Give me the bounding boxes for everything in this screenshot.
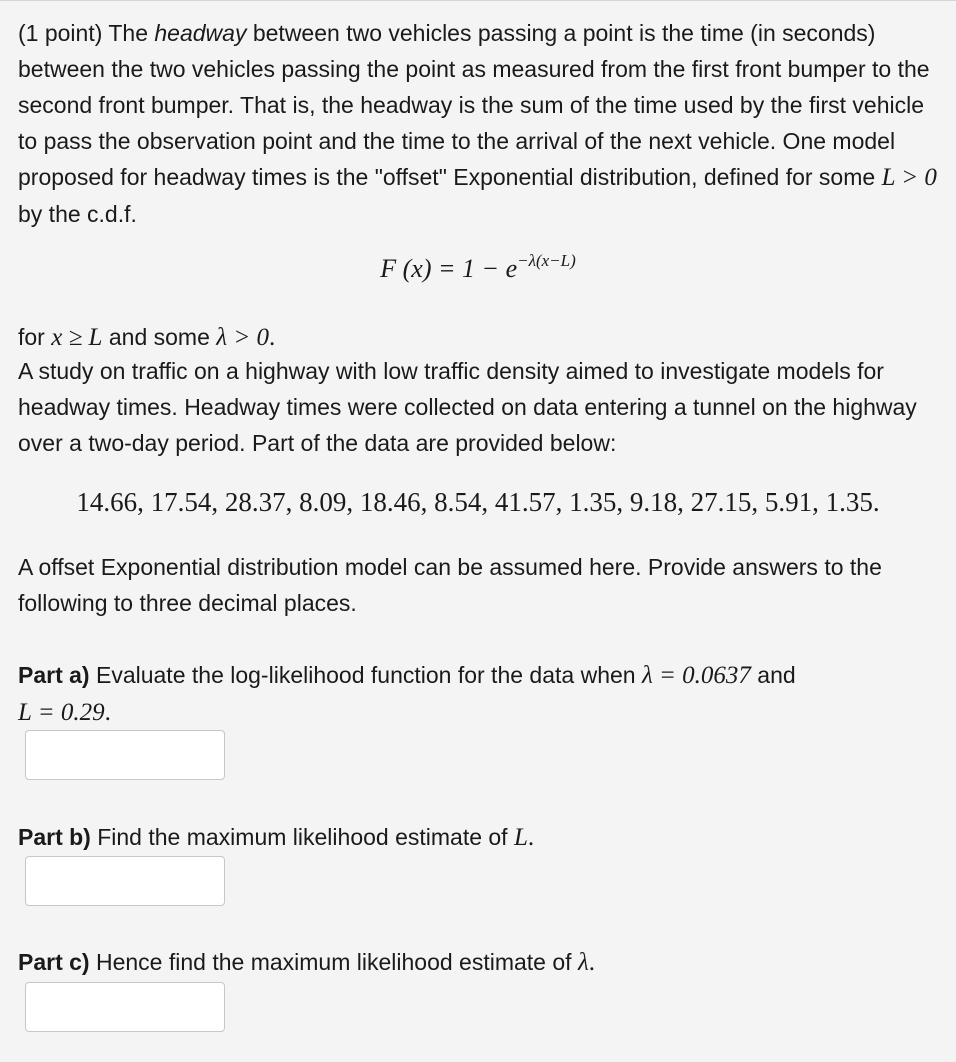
problem-intro <box>18 15 938 232</box>
part-b-label: Part b) <box>18 824 91 850</box>
part-b-answer-input[interactable] <box>25 856 225 906</box>
formula-exponent: −λ(x−L) <box>517 251 576 270</box>
point-prefix: (1 point) The <box>18 20 155 46</box>
part-b-period: . <box>527 824 535 851</box>
intro-text-end: by the c.d.f. <box>18 201 137 227</box>
part-b-text: Find the maximum likelihood estimate of <box>90 824 514 850</box>
part-a-text: Evaluate the log-likelihood function for the data when <box>89 662 642 688</box>
study-description: A study on traffic on a highway with low traffic density aimed to investigate models for headway times. Headway times were collected on data entering a tunnel on the highway over a two-day period. Part of the data are provided below: <box>18 358 917 456</box>
condition-L: L > 0 <box>881 164 937 191</box>
part-c-label: Part c) <box>18 949 90 975</box>
part-a-L: L = 0.29 <box>18 699 105 726</box>
part-c-period: . <box>588 949 596 976</box>
condition-lambda: λ > 0 <box>216 324 269 351</box>
part-c-var: λ <box>577 949 589 976</box>
for-text: for <box>18 324 52 350</box>
part-b-question <box>18 819 938 856</box>
period: . <box>268 324 276 351</box>
data-values: 14.66, 17.54, 28.37, 8.09, 18.46, 8.54, 41.57, 1.35, 9.18, 27.15, 5.91, 1.35. <box>76 487 880 517</box>
intro-text: between two vehicles passing a point is the time (in seconds) between the two vehicles passing the point as measured from the first front bumper to the second front bumper. That is, the headway is the sum of the time used by the first vehicle to pass the observation point and the time to the arrival of the next vehicle. One model proposed for headway times is the "offset" Exponential distribution, defined for some <box>18 20 930 190</box>
part-c-text: Hence find the maximum likelihood estimate of <box>89 949 578 975</box>
headway-term: headway <box>154 20 247 46</box>
part-b-var: L <box>513 824 528 851</box>
domain-condition <box>18 319 275 356</box>
part-a-question <box>18 657 938 731</box>
part-a-and: and <box>750 662 796 688</box>
condition-x: x ≥ L <box>51 324 103 351</box>
part-a-lambda: λ = 0.0637 <box>641 662 751 689</box>
formula-lhs: F (x) = 1 − e <box>380 254 518 283</box>
part-a-period: . <box>104 699 111 726</box>
and-some-text: and some <box>102 324 217 350</box>
part-a-answer-input[interactable] <box>25 730 225 780</box>
model-instructions: A offset Exponential distribution model can be assumed here. Provide answers to the following to three decimal places. <box>18 554 882 616</box>
cdf-formula <box>0 251 956 284</box>
part-a-label: Part a) <box>18 662 90 688</box>
part-c-answer-input[interactable] <box>25 982 225 1032</box>
part-c-question <box>18 944 938 981</box>
